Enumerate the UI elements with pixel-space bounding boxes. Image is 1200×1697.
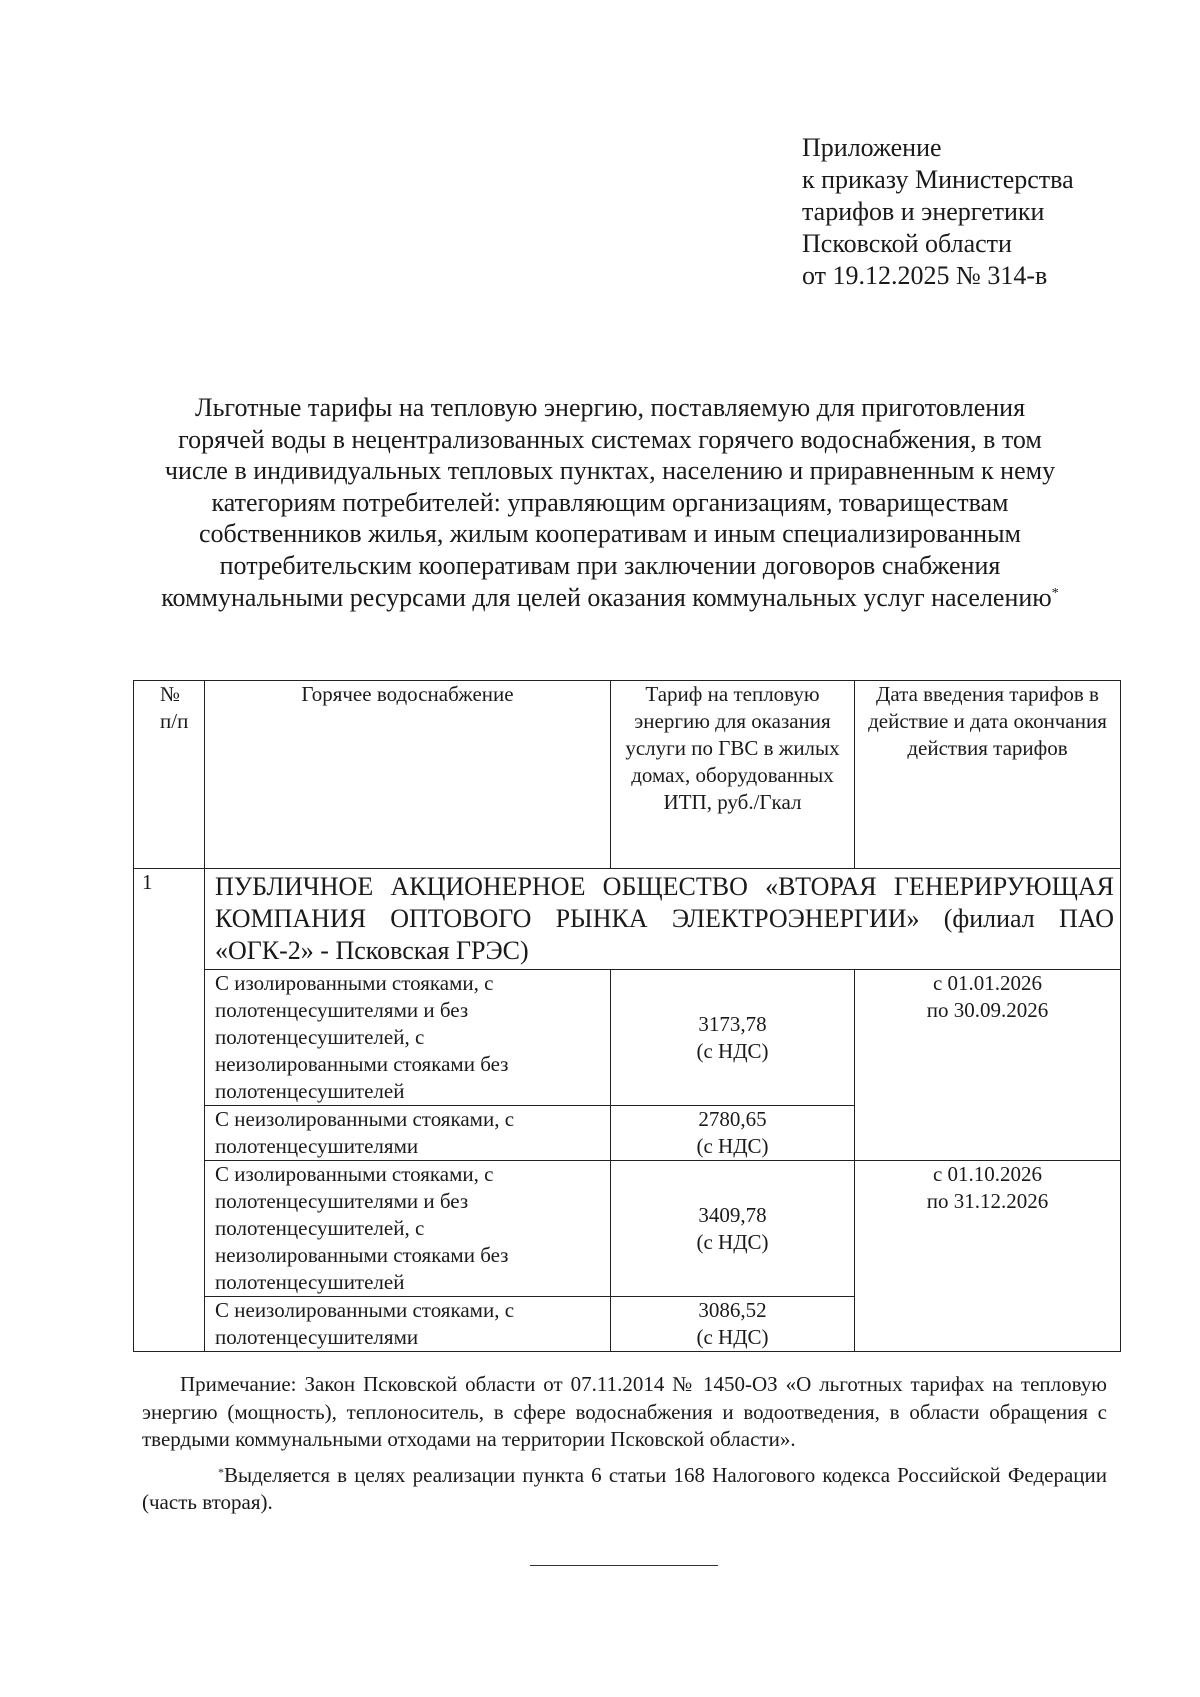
service-description: С неизолированными стояками, с полотенцесушителями xyxy=(205,1297,611,1352)
appendix-line: Приложение xyxy=(802,133,942,162)
table-row xyxy=(134,970,1121,1106)
company-name: ПУБЛИЧНОЕ АКЦИОНЕРНОЕ ОБЩЕСТВО «ВТОРАЯ ГЕНЕРИРУЮЩАЯ КОМПАНИЯ ОПТОВОГО РЫНКА ЭЛЕКТРОЭНЕРГИИ» (филиал ПАО «ОГК-2» - Псковская ГРЭС) xyxy=(205,869,1121,970)
footnote-text: Выделяется в целях реализации пункта 6 статьи 168 Налогового кодекса Российской Федерации (часть вторая). xyxy=(142,1462,1107,1514)
title-footnote-mark: * xyxy=(1051,585,1059,601)
tariff-vat: (с НДС) xyxy=(696,1038,769,1063)
period-from: с 01.10.2026 xyxy=(932,1162,1043,1186)
tariff-vat: (с НДС) xyxy=(696,1229,769,1254)
appendix-line: тарифов и энергетики xyxy=(802,197,1045,226)
note-text: Примечание: Закон Псковской области от 07.11.2014 № 1450-ОЗ «О льготных тарифах на тепловую энергию (мощность), теплоноситель, в сфере водоснабжения и водоотведения, в области обращения с твердыми коммунальными отходами на территории Псковской области». xyxy=(142,1372,1107,1451)
period-cell xyxy=(855,970,1121,1161)
tariff-cell xyxy=(611,1161,855,1297)
tariff-cell xyxy=(611,970,855,1106)
table-row-company xyxy=(134,869,1121,970)
table-header-row xyxy=(134,681,1121,869)
document-title xyxy=(150,392,1070,613)
appendix-line: Псковской области xyxy=(802,229,1012,258)
tariff-value: 3173,78 xyxy=(698,1011,767,1036)
header-tariff: Тариф на тепловую энергию для оказания услуги по ГВС в жилых домах, оборудованных ИТП, руб./Гкал xyxy=(611,681,855,869)
tariff-vat: (с НДС) xyxy=(696,1134,769,1158)
document-title-text: Льготные тарифы на тепловую энергию, поставляемую для приготовления горячей воды в нецентрализованных системах горячего водоснабжения, в том числе в индивидуальных тепловых пунктах, населению и приравненным к нему категориям потребителей: управляющим организациям, товариществам собственников жилья, жилым кооперативам и иным специализированным потребительским кооперативам при заключении договоров снабжения коммунальными ресурсами для целей оказания коммунальных услуг населению xyxy=(161,393,1056,612)
tariff-value: 3086,52 xyxy=(698,1298,767,1322)
tariff-table xyxy=(133,680,1121,1352)
appendix-block xyxy=(802,132,1182,292)
row-number: 1 xyxy=(134,869,205,1352)
table-row xyxy=(134,1161,1121,1297)
note-block xyxy=(142,1371,1107,1517)
appendix-order-date: от 19.12.2025 № 314-в xyxy=(802,261,1048,290)
service-description: С неизолированными стояками, с полотенцесушителями xyxy=(205,1106,611,1161)
tariff-cell xyxy=(611,1297,855,1352)
service-description: С изолированными стояками, с полотенцесушителями и без полотенцесушителей, с неизолированными стояками без полотенцесушителей xyxy=(205,970,611,1106)
tariff-value: 2780,65 xyxy=(698,1107,767,1131)
period-cell xyxy=(855,1161,1121,1352)
service-description: С изолированными стояками, с полотенцесушителями и без полотенцесушителей, с неизолированными стояками без полотенцесушителей xyxy=(205,1161,611,1297)
period-from: с 01.01.2026 xyxy=(932,971,1043,995)
tariff-cell xyxy=(611,1106,855,1161)
footnote xyxy=(142,1462,1107,1517)
tariff-value: 3409,78 xyxy=(698,1202,767,1227)
header-num: № п/п xyxy=(134,681,205,869)
footnote-mark: * xyxy=(218,1464,224,1479)
end-separator-line xyxy=(530,1565,718,1566)
header-dates: Дата введения тарифов в действие и дата окончания действия тарифов xyxy=(855,681,1121,869)
tariff-vat: (с НДС) xyxy=(696,1325,769,1349)
appendix-line: к приказу Министерства xyxy=(802,165,1074,194)
period-to: по 30.09.2026 xyxy=(926,998,1049,1022)
header-service: Горячее водоснабжение xyxy=(205,681,611,869)
period-to: по 31.12.2026 xyxy=(926,1189,1049,1213)
